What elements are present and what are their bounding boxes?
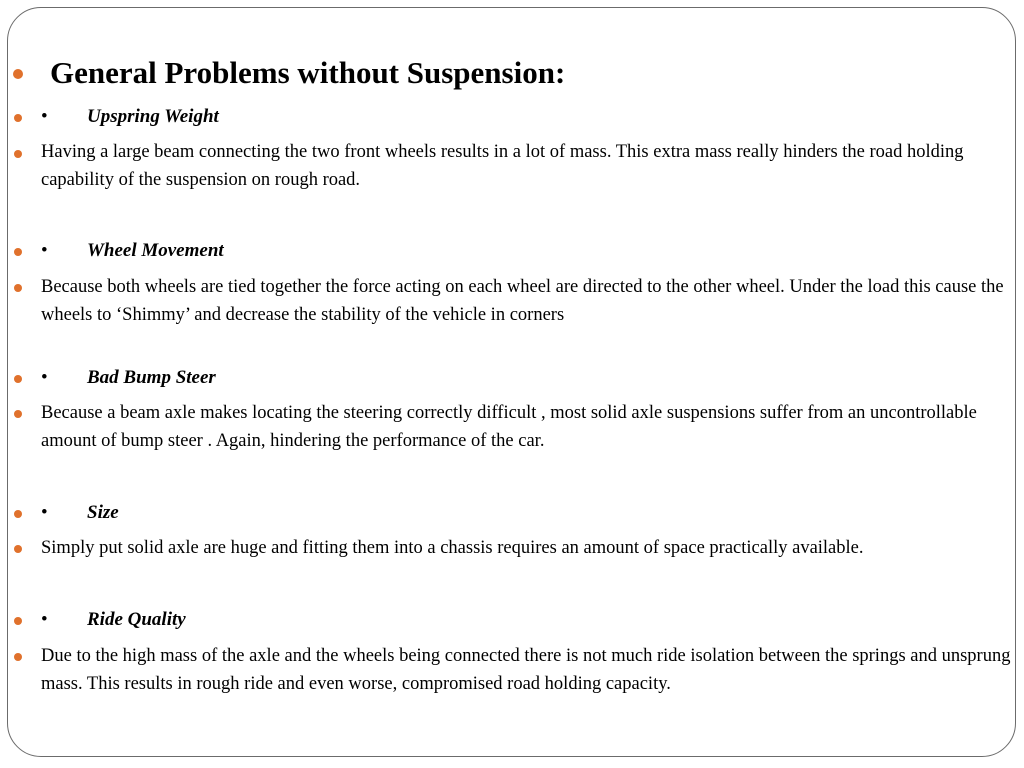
subtopic-line — [41, 609, 186, 631]
bullet-dot-icon — [14, 150, 22, 158]
subtopic-description: Due to the high mass of the axle and the wheels being connected there is not much ride isolation between the springs and unsprung mass. This results in rough ride and even worse, compromised road holding capacity. — [41, 646, 1011, 694]
slide-heading: General Problems without Suspension: — [50, 55, 566, 90]
bullet-dot-icon — [14, 545, 22, 553]
bullet-dot-icon — [14, 617, 22, 625]
inner-bullet: • — [41, 609, 48, 630]
subtopic-description: Because both wheels are tied together the force acting on each wheel are directed to the other wheel. Under the load this cause the wheels to ‘Shimmy’ and decrease the stability of the vehicle in corners — [41, 277, 1004, 325]
subtopic-description: Simply put solid axle are huge and fitting them into a chassis requires an amount of space practically available. — [41, 538, 864, 558]
subtopic-title: Upspring Weight — [87, 106, 219, 127]
bullet-dot-icon — [14, 510, 22, 518]
subtopic-line — [41, 106, 219, 128]
heading-bullet-icon — [13, 69, 23, 79]
subtopic-line — [41, 367, 216, 389]
inner-bullet: • — [41, 240, 48, 261]
subtopic-line — [41, 240, 224, 262]
subtopic-title: Bad Bump Steer — [87, 367, 216, 388]
inner-bullet: • — [41, 106, 48, 127]
subtopic-line — [41, 502, 119, 524]
bullet-dot-icon — [14, 114, 22, 122]
bullet-dot-icon — [14, 248, 22, 256]
subtopic-title: Size — [87, 502, 119, 523]
subtopic-title: Wheel Movement — [87, 240, 224, 261]
inner-bullet: • — [41, 367, 48, 388]
subtopic-title: Ride Quality — [87, 609, 186, 630]
inner-bullet: • — [41, 502, 48, 523]
bullet-dot-icon — [14, 375, 22, 383]
bullet-dot-icon — [14, 410, 22, 418]
bullet-dot-icon — [14, 284, 22, 292]
subtopic-description: Because a beam axle makes locating the steering correctly difficult , most solid axle suspensions suffer from an uncontrollable amount of bump steer . Again, hindering the performance of the car. — [41, 403, 977, 451]
bullet-dot-icon — [14, 653, 22, 661]
subtopic-description: Having a large beam connecting the two front wheels results in a lot of mass. This extra mass really hinders the road holding capability of the suspension on rough road. — [41, 142, 964, 190]
